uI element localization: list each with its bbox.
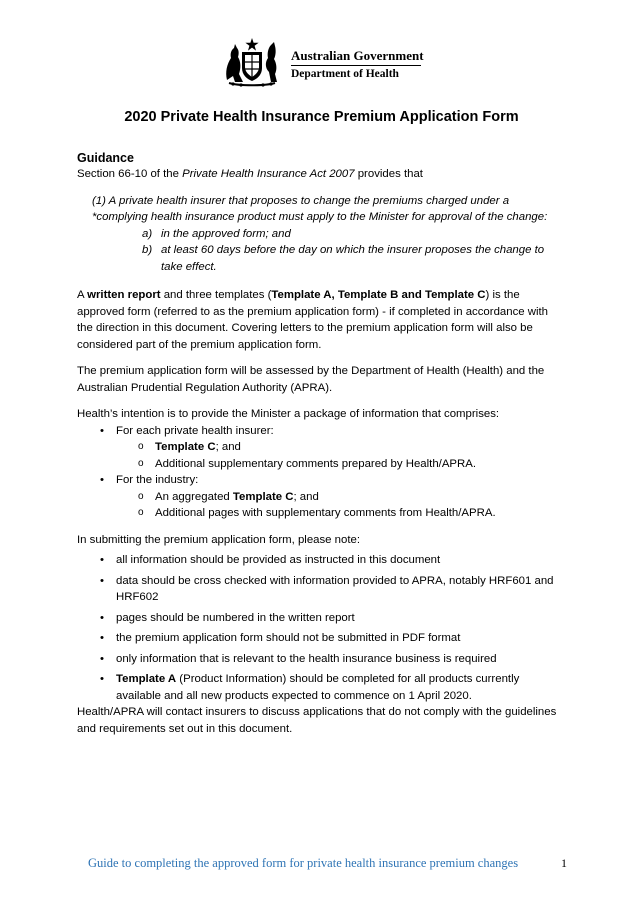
circle-bullet-icon: o xyxy=(138,441,144,452)
quote-main: (1) A private health insurer that proposes to change the premiums charged under a *complying health insurance product must apply to the Minister for approval of the change: xyxy=(92,194,548,223)
text: A xyxy=(77,289,88,301)
government-logo xyxy=(221,36,431,88)
list-item-text: all information should be provided as instructed in this document xyxy=(116,554,441,566)
guidance-heading: Guidance xyxy=(77,151,134,165)
list-item-text: For the industry: xyxy=(116,474,199,486)
text: Additional supplementary comments prepared by Health/APRA. xyxy=(155,457,477,470)
list-item xyxy=(100,472,565,522)
bullet-icon: • xyxy=(100,574,104,587)
circle-bullet-icon: o xyxy=(138,507,144,518)
intro-text: Section 66-10 of the xyxy=(77,168,183,180)
list-item-text: only information that is relevant to the health insurance business is required xyxy=(116,652,497,665)
guidance-intro xyxy=(77,166,565,183)
legislation-quote xyxy=(92,193,565,276)
act-name: Private Health Insurance Act 2007 xyxy=(182,168,355,180)
list-item xyxy=(100,651,565,668)
intro-text-end: provides that xyxy=(354,168,423,180)
document-title: 2020 Private Health Insurance Premium Application Form xyxy=(124,109,519,125)
list-item xyxy=(100,630,565,647)
list-item-text: (Product Information) should be completed for all products currently available and all new products expected to commence on 1 April 2020. xyxy=(116,673,520,702)
page-number: 1 xyxy=(561,856,567,870)
text: Additional pages with supplementary comments from Health/APRA. xyxy=(155,507,496,519)
bullet-icon: • xyxy=(100,554,104,566)
list-item xyxy=(100,552,565,569)
sub-list-item xyxy=(138,489,565,506)
paragraph-submission-note: In submitting the premium application form, please note: xyxy=(77,533,361,546)
paragraph-contact: Health/APRA will contact insurers to discuss applications that do not comply with the guidelines and requirements set out in this document. xyxy=(77,706,557,735)
quote-item-text: in the approved form; and xyxy=(161,227,291,240)
paragraph-assessment: The premium application form will be assessed by the Department of Health (Health) and the Australian Prudential Regulation Authority (APRA). xyxy=(77,365,545,394)
government-name: Australian Government xyxy=(291,48,424,63)
list-item xyxy=(100,610,565,627)
bullet-icon: • xyxy=(100,673,104,685)
department-name: Department of Health xyxy=(291,68,399,80)
paragraph-intention: Health’s intention is to provide the Minister a package of information that comprises: xyxy=(77,408,500,420)
sub-list xyxy=(116,439,565,472)
sub-list xyxy=(116,489,565,522)
text: ; and xyxy=(215,441,241,453)
page-footer: Guide to completing the approved form for private health insurance premium changes xyxy=(88,856,519,870)
quote-item-text: at least 60 days before the day on which the insurer proposes the change to take effect. xyxy=(161,244,545,273)
bullet-icon: • xyxy=(100,632,104,644)
list-item-text: pages should be numbered in the written report xyxy=(116,611,355,624)
paragraph-approved-form xyxy=(77,287,565,353)
quote-item xyxy=(142,226,565,243)
quote-list xyxy=(92,226,565,276)
package-list xyxy=(77,423,565,522)
template-term: Template C xyxy=(232,490,294,503)
sub-list-item xyxy=(138,439,565,456)
template-term: Template A xyxy=(116,673,177,685)
list-item xyxy=(100,423,565,473)
document-body xyxy=(77,150,565,737)
circle-bullet-icon: o xyxy=(138,457,144,469)
quote-marker: b) xyxy=(142,244,153,256)
bullet-icon: • xyxy=(100,474,104,486)
sub-list-item xyxy=(138,505,565,522)
bullet-icon: • xyxy=(100,652,104,665)
list-item-text: data should be cross checked with information provided to APRA, notably HRF601 and HRF602 xyxy=(116,574,554,603)
templates-term: Template A, Template B and Template C xyxy=(271,289,486,301)
notes-list xyxy=(77,552,565,704)
bullet-icon: • xyxy=(100,424,104,437)
quote-marker: a) xyxy=(142,227,153,240)
text: ; and xyxy=(293,490,319,503)
text: An aggregated xyxy=(155,490,233,503)
coat-of-arms-icon xyxy=(221,36,283,88)
list-item-text: For each private health insurer: xyxy=(116,424,274,437)
text: and three templates ( xyxy=(160,289,272,301)
written-report-term: written report xyxy=(87,289,161,301)
circle-bullet-icon: o xyxy=(138,490,144,502)
quote-item xyxy=(142,242,565,275)
logo-divider xyxy=(291,65,421,66)
bullet-icon: • xyxy=(100,611,104,624)
list-item xyxy=(100,573,565,606)
list-item-text: the premium application form should not be submitted in PDF format xyxy=(116,632,461,644)
list-item xyxy=(100,671,565,704)
sub-list-item xyxy=(138,456,565,473)
text: ) is the approved form (referred to as the premium application form) - if completed in accordance with the direction in this document. Covering letters to the premium application form will also be considered part of the premium application form. xyxy=(77,289,549,351)
template-term: Template C xyxy=(155,441,216,453)
